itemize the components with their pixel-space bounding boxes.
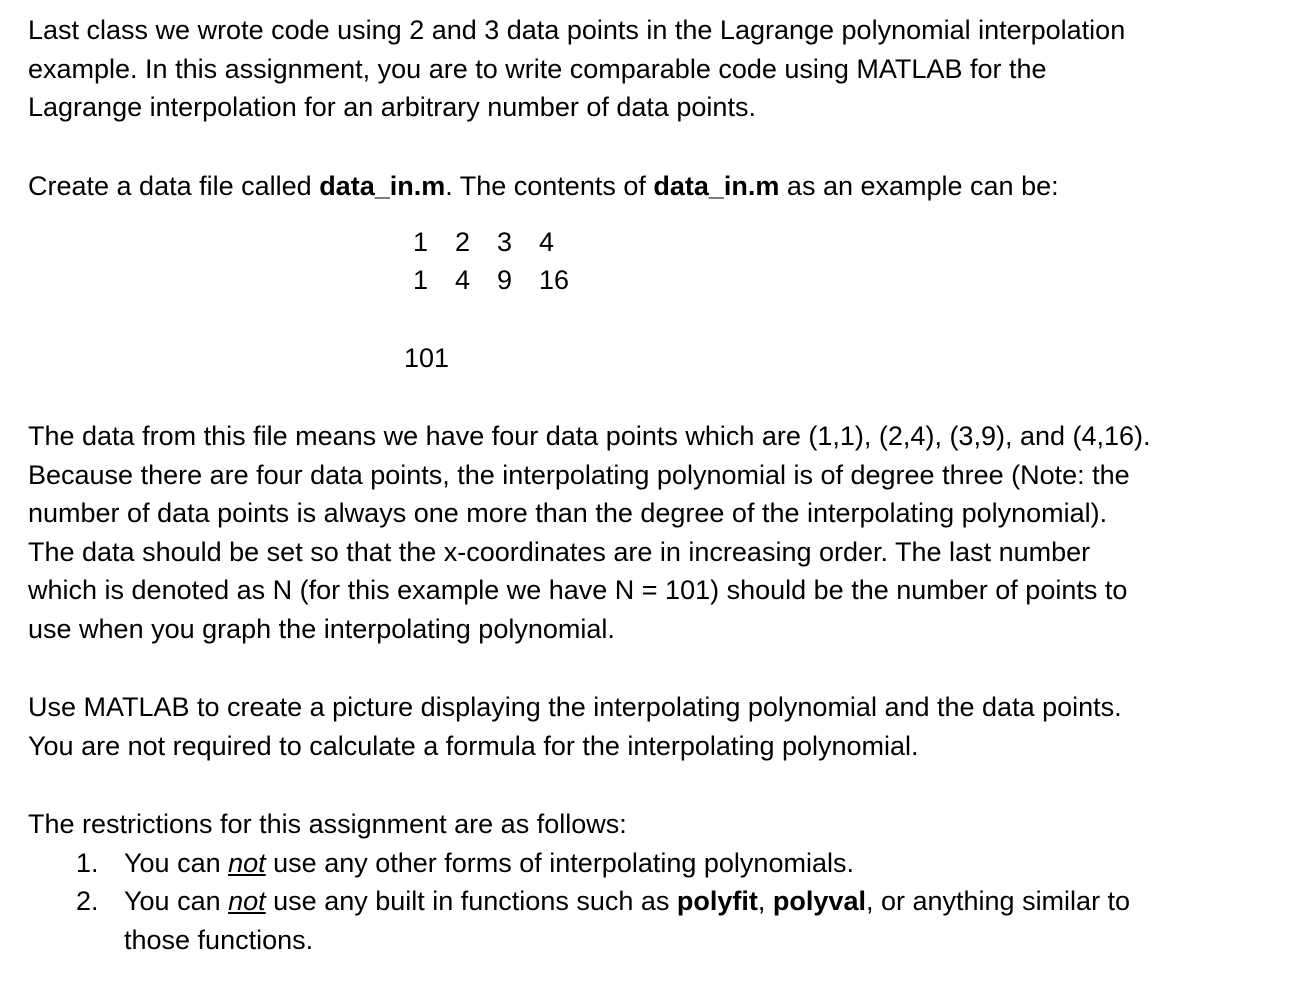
restriction-item: [28, 844, 1290, 883]
restriction-text: use any other forms of interpolating polynomials.: [265, 847, 854, 878]
emphasis-not: not: [228, 886, 266, 916]
create-file-paragraph: [28, 167, 1290, 206]
intro-line: example. In this assignment, you are to write comparable code using MATLAB for the: [28, 53, 1047, 84]
x-value: 3: [497, 227, 513, 257]
restrictions-list: [28, 844, 1290, 960]
explanation-line: use when you graph the interpolating polynomial.: [28, 613, 615, 644]
list-number: 1.: [76, 847, 99, 878]
create-prefix: Create a data file called: [28, 170, 320, 201]
restrictions-heading: The restrictions for this assignment are as follows:: [28, 809, 627, 839]
create-middle: . The contents of: [445, 170, 654, 201]
filename-bold: data_in.m: [319, 170, 446, 201]
explanation-paragraph: [28, 417, 1290, 648]
list-number: 2.: [76, 886, 99, 916]
restriction-text: , or anything similar to: [865, 886, 1131, 916]
restriction-text: use any built in functions such as: [265, 886, 677, 916]
restriction-text: You can: [124, 847, 229, 878]
function-name-polyfit: polyfit: [676, 886, 758, 916]
separator: ,: [757, 886, 773, 916]
explanation-line: The data should be set so that the x-coordinates are in increasing order. The last number: [28, 536, 1091, 567]
explanation-line: which is denoted as N (for this example we have N = 101) should be the number of points to: [28, 575, 1128, 605]
y-value: 9: [497, 265, 513, 295]
restriction-text: You can: [124, 886, 229, 916]
x-value: 4: [539, 227, 555, 257]
function-name-polyval: polyval: [772, 886, 866, 916]
emphasis-not: not: [228, 847, 266, 878]
explanation-line: number of data points is always one more than the degree of the interpolating polynomial).: [28, 498, 1108, 528]
y-values-row: [413, 261, 613, 299]
y-value: 16: [539, 265, 570, 295]
x-value: 1: [413, 227, 429, 257]
explanation-line: The data from this file means we have four data points which are (1,1), (2,4), (3,9), and (4,16).: [28, 421, 1151, 451]
y-value: 1: [413, 265, 429, 295]
intro-line: Lagrange interpolation for an arbitrary number of data points.: [28, 92, 756, 122]
x-values-row: [413, 223, 613, 261]
matlab-task-line: Use MATLAB to create a picture displaying the interpolating polynomial and the data points.: [28, 692, 1122, 722]
intro-line: Last class we wrote code using 2 and 3 data points in the Lagrange polynomial interpolation: [28, 15, 1126, 45]
restriction-item: [28, 882, 1290, 959]
matlab-task-paragraph: [28, 688, 1290, 765]
explanation-line: Because there are four data points, the interpolating polynomial is of degree three (Note: the: [28, 459, 1130, 490]
y-value: 4: [455, 265, 471, 295]
matlab-task-line: You are not required to calculate a formula for the interpolating polynomial.: [28, 730, 919, 761]
intro-paragraph: [28, 11, 1290, 127]
restriction-line: [124, 882, 1290, 921]
n-value: 101: [404, 343, 450, 373]
data-file-contents: [413, 223, 613, 299]
restriction-continuation: those functions.: [124, 924, 314, 955]
filename-bold: data_in.m: [653, 170, 780, 201]
document-page: [28, 11, 1290, 959]
create-suffix: as an example can be:: [779, 170, 1059, 201]
x-value: 2: [455, 227, 471, 257]
